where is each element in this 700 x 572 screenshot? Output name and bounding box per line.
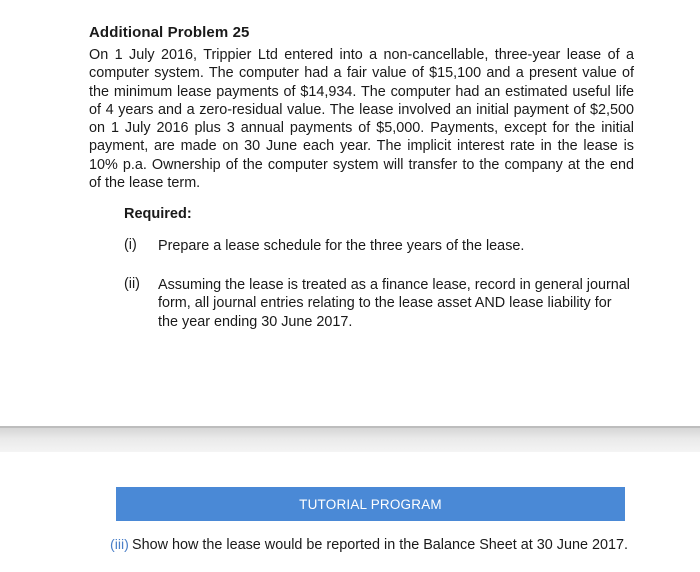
required-item-text-ii: Assuming the lease is treated as a finance lease, record in general journal form, all journal entries relating to the lease asset AND lease liability for the year ending 30 June 2017.	[158, 277, 630, 330]
required-item-number-i: (i)	[124, 237, 137, 253]
tutorial-program-banner: TUTORIAL PROGRAM	[116, 487, 625, 521]
tutorial-item-number-iii: (iii)	[110, 537, 129, 553]
tutorial-item-text-iii: Show how the lease would be reported in the Balance Sheet at 30 June 2017.	[132, 537, 629, 553]
page-gap	[0, 428, 700, 452]
required-heading: Required:	[124, 206, 192, 222]
required-item-text-i: Prepare a lease schedule for the three years of the lease.	[158, 238, 525, 254]
required-item-number-ii: (ii)	[124, 276, 140, 292]
problem-paragraph: On 1 July 2016, Trippier Ltd entered into a non-cancellable, three-year lease of a computer system. The computer had a fair value of $15,100 and a present value of the minimum lease payments of $14,934. The computer had an estimated useful life of 4 years and a zero-residual value. The lease involved an initial payment of $2,500 on 1 July 2016 plus 3 annual payments of $5,000. Payments, except for the initial payment, are made on 30 June each year. The implicit interest rate in the lease is 10% p.a. Ownership of the computer system will transfer to the company at the end of the lease term.	[89, 47, 634, 192]
problem-title: Additional Problem 25	[89, 24, 250, 41]
